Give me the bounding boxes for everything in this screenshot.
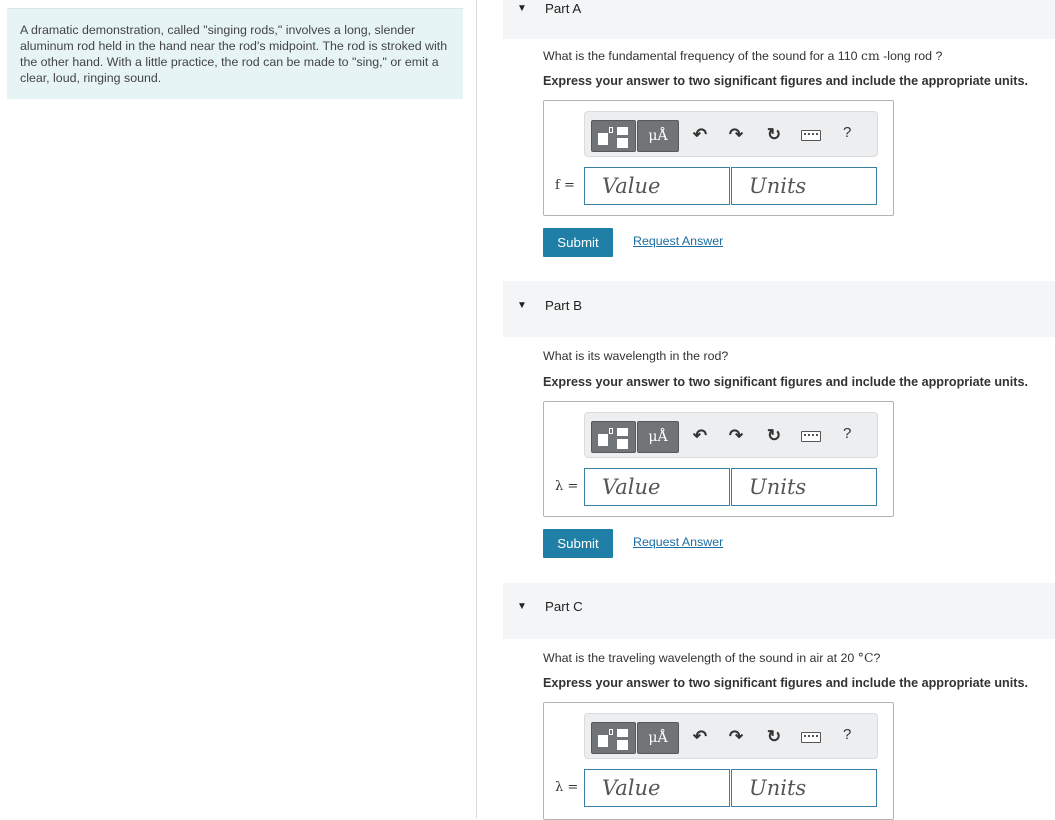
part-b-question: What is its wavelength in the rod?	[543, 349, 729, 363]
part-a-answer-box	[543, 100, 894, 216]
value-input[interactable]: Value	[584, 769, 730, 807]
problem-intro: A dramatic demonstration, called "singing rods," involves a long, slender aluminum rod held in the hand near the rod's midpoint. The rod is stroked with the other hand. With a little practice, the rod can be made to "sing," or emit a clear, loud, ringing sound.	[7, 8, 463, 99]
part-c-title: Part C	[545, 599, 583, 614]
reset-icon[interactable]: ↻	[766, 125, 782, 144]
undo-icon[interactable]: ↶	[692, 426, 708, 445]
units-button[interactable]: μÅ	[637, 421, 679, 453]
part-a-title: Part A	[545, 1, 582, 16]
value-input[interactable]: Value	[584, 468, 730, 506]
variable-label: λ =	[555, 479, 579, 494]
request-answer-link[interactable]: Request Answer	[633, 234, 724, 248]
part-c-instruction: Express your answer to two significant figures and include the appropriate units.	[543, 676, 1028, 690]
templates-button[interactable]	[591, 722, 636, 754]
units-button[interactable]: μÅ	[637, 722, 679, 754]
submit-button[interactable]: Submit	[543, 228, 613, 257]
redo-icon[interactable]: ↷	[728, 727, 744, 746]
part-a-instruction: Express your answer to two significant figures and include the appropriate units.	[543, 74, 1028, 88]
variable-label: f =	[555, 178, 575, 193]
units-button[interactable]: μÅ	[637, 120, 679, 152]
math-toolbar	[584, 111, 878, 157]
part-b-header[interactable]	[503, 281, 1055, 337]
math-toolbar	[584, 713, 878, 759]
column-divider	[476, 0, 477, 818]
question-unit: cm	[861, 48, 880, 63]
undo-icon[interactable]: ↶	[692, 125, 708, 144]
value-input[interactable]: Value	[584, 167, 730, 205]
templates-button[interactable]	[591, 120, 636, 152]
reset-icon[interactable]: ↻	[766, 426, 782, 445]
help-button[interactable]: ?	[843, 425, 852, 442]
part-a-header[interactable]	[503, 0, 1055, 39]
collapse-triangle-icon[interactable]: ▼	[517, 601, 527, 612]
collapse-triangle-icon[interactable]: ▼	[517, 300, 527, 311]
templates-button[interactable]	[591, 421, 636, 453]
keyboard-icon[interactable]	[801, 732, 821, 743]
part-c-answer-box	[543, 702, 894, 820]
collapse-triangle-icon[interactable]: ▼	[517, 3, 527, 14]
units-input[interactable]: Units	[731, 769, 877, 807]
part-b-answer-box	[543, 401, 894, 517]
submit-button[interactable]: Submit	[543, 529, 613, 558]
request-answer-link[interactable]: Request Answer	[633, 535, 724, 549]
variable-label: λ =	[555, 780, 579, 795]
part-c-question: What is the traveling wavelength of the sound in air at 20 °C?	[543, 650, 881, 665]
question-unit: °C	[857, 650, 874, 665]
part-a-question: What is the fundamental frequency of the sound for a 110 cm -long rod ?	[543, 48, 943, 63]
part-b-title: Part B	[545, 298, 582, 313]
help-button[interactable]: ?	[843, 726, 852, 743]
keyboard-icon[interactable]	[801, 431, 821, 442]
keyboard-icon[interactable]	[801, 130, 821, 141]
part-b-instruction: Express your answer to two significant figures and include the appropriate units.	[543, 375, 1028, 389]
undo-icon[interactable]: ↶	[692, 727, 708, 746]
part-c-header[interactable]	[503, 583, 1055, 639]
redo-icon[interactable]: ↷	[728, 426, 744, 445]
help-button[interactable]: ?	[843, 124, 852, 141]
units-input[interactable]: Units	[731, 167, 877, 205]
math-toolbar	[584, 412, 878, 458]
redo-icon[interactable]: ↷	[728, 125, 744, 144]
reset-icon[interactable]: ↻	[766, 727, 782, 746]
units-input[interactable]: Units	[731, 468, 877, 506]
